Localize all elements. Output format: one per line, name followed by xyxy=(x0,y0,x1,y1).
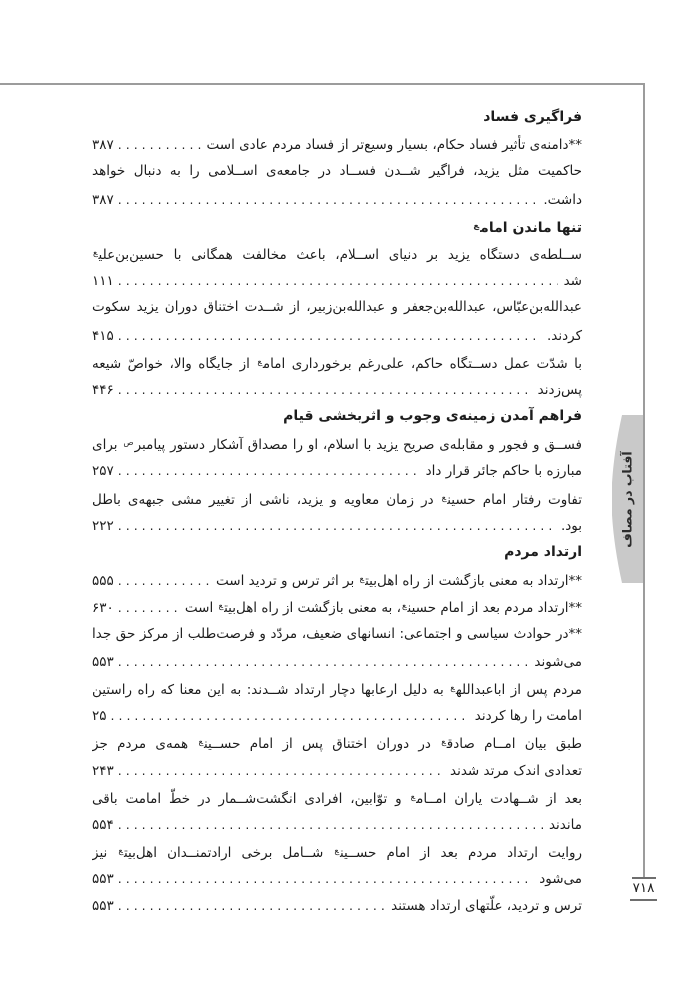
entry-text: شد xyxy=(563,273,582,290)
toc xyxy=(92,104,582,920)
honorific-symbol: ع xyxy=(334,846,339,857)
dot-leader xyxy=(118,186,538,214)
entry-text: **ارتداد مردم بعد از امام حسین$^ع$، به معنی بازگشت از راه اهل‌بیت$^ع$ است xyxy=(184,600,582,617)
toc-section-heading: ارتداد مردم xyxy=(504,544,582,560)
entry-text: امامت را رها کردند xyxy=(474,708,582,725)
toc-entry-line xyxy=(92,512,582,539)
entry-text: داشت. xyxy=(543,191,582,208)
book-title-tab xyxy=(612,415,643,583)
dot-leader xyxy=(111,702,469,730)
entry-text: می‌شود xyxy=(539,871,582,888)
toc-entry-line xyxy=(92,566,582,593)
entry-page-number: ۲۲۲ xyxy=(92,517,114,534)
toc-section-heading: فراهم آمدن زمینه‌ی وجوب و اثربخشی قیام xyxy=(283,408,582,425)
toc-entry-line xyxy=(92,457,582,484)
honorific-symbol: ع xyxy=(410,791,416,802)
folio xyxy=(625,877,662,901)
entry-page-number: ۳۸۷ xyxy=(92,137,114,154)
entry-text: می‌شوند xyxy=(534,653,582,670)
toc-entry-line: فســق و فجور و مقابله‌ی صریح یزید با اسلام، او را مصداق آشکار دستور پیامبر$^ص$ برای xyxy=(92,437,582,454)
dot-leader xyxy=(118,267,558,295)
book-title-tab-label: آفتاب در مصاف xyxy=(620,450,636,548)
entry-page-number: ۴۱۵ xyxy=(92,327,114,344)
toc-entry-line xyxy=(92,593,582,620)
toc-entry-line: ســلطه‌ی دستگاه یزید بر دنیای اســلام، باعث مخالفت همگانی با حسین‌بن‌علی$^ع$ xyxy=(93,246,582,263)
entry-page-number: ۶۳۰ xyxy=(92,600,114,617)
entry-page-number: ۲۵ xyxy=(92,708,107,725)
honorific-symbol: ع xyxy=(198,737,203,748)
honorific-symbol: ع xyxy=(441,492,447,503)
toc-entry-line xyxy=(92,131,582,158)
toc-entry-line: حاکمیت مثل یزید، فراگیر شــدن فســاد در جامعه‌ی اســلامی را به دنبال خواهد xyxy=(92,163,582,180)
entry-page-number: ۵۵۴ xyxy=(92,816,114,833)
toc-entry-line xyxy=(92,892,582,919)
toc-entry-line xyxy=(92,267,582,294)
entry-text: پس‌زدند xyxy=(537,381,582,398)
toc-entry-line xyxy=(92,376,582,403)
honorific-symbol: ع xyxy=(257,356,262,367)
top-rule xyxy=(0,83,645,85)
toc-entry-line: طبق بیان امــام صادق$^ع$ در دوران اختناق پس از امام حســین$^ع$ همه‌ی مردم جز xyxy=(92,736,582,753)
toc-entry-line xyxy=(92,322,582,349)
dot-leader xyxy=(118,512,555,540)
dot-leader xyxy=(118,322,541,350)
toc-entry-line: بعد از شــهادت یاران امــام$^ع$ و توّابین، افرادی انگشت‌شــمار در خطّ امامت باقی xyxy=(92,790,582,807)
entry-text: **دامنه‌ی تأثیر فساد حکام، بسیار وسیع‌تر از فساد مردم عادی است xyxy=(206,137,582,154)
dot-leader xyxy=(118,567,210,595)
entry-text: **ارتداد به معنی بازگشت از راه اهل‌بیت$^ع$ بر اثر ترس و تردید است xyxy=(216,573,582,590)
dot-leader xyxy=(118,648,529,676)
toc-entry-line: تفاوت رفتار امام حسین$^ع$ در زمان معاویه و یزید، ناشی از تغییر مشی جبهه‌ی باطل xyxy=(92,491,582,508)
honorific-symbol: ع xyxy=(441,737,446,748)
entry-page-number: ۲۵۷ xyxy=(92,463,114,480)
dot-leader xyxy=(118,892,385,920)
entry-page-number: ۴۴۶ xyxy=(92,381,114,398)
entry-text: مبارزه با حاکم جائر قرار داد xyxy=(425,463,582,480)
toc-entry-line xyxy=(92,702,582,729)
toc-section-heading: فراگیری فساد xyxy=(483,109,582,125)
folio-bottom-rule xyxy=(630,899,657,901)
dot-leader xyxy=(118,865,533,893)
entry-page-number: ۱۱۱ xyxy=(92,273,114,290)
book-title-tab-label-wrap xyxy=(612,415,643,583)
entry-text: تعدادی اندک مرتد شدند xyxy=(449,762,582,779)
toc-section-heading: تنها ماندن امام$^ع$ xyxy=(473,219,582,236)
entry-page-number: ۵۵۳ xyxy=(92,653,114,670)
dot-leader xyxy=(118,376,532,404)
page-number: ۷۱۸ xyxy=(632,880,655,896)
toc-entry-line: عبدالله‌بن‌عبّاس، عبدالله‌بن‌جعفر و عبدالله‌بن‌زبیر، از شــدت اختناق دوران یزید سکوت xyxy=(92,299,582,316)
dot-leader xyxy=(118,811,543,839)
toc-entry-line xyxy=(92,865,582,892)
toc-entry-line xyxy=(92,648,582,675)
dot-leader xyxy=(118,131,201,159)
honorific-symbol: ع xyxy=(473,220,480,231)
honorific-symbol: ع xyxy=(118,846,123,857)
honorific-symbol: ع xyxy=(218,601,224,612)
dot-leader xyxy=(118,594,179,622)
honorific-symbol: ع xyxy=(450,682,455,693)
toc-entry-line: با شدّت عمل دســتگاه حاکم، علی‌رغم برخورداری امام$^ع$ از جایگاه والا، خواصّ شیعه xyxy=(92,355,582,372)
toc-entry-line xyxy=(92,811,582,838)
toc-entry-line xyxy=(92,186,582,213)
honorific-symbol: ع xyxy=(359,574,365,585)
honorific-symbol: ع xyxy=(401,601,407,612)
dot-leader xyxy=(118,757,444,785)
honorific-symbol: ص xyxy=(123,438,134,449)
entry-text: ترس و تردید، علّتهای ارتداد هستند xyxy=(391,898,582,915)
toc-entry-line: روایت ارتداد مردم بعد از امام حســین$^ع$ شــامل برخی ارادتمنــدان اهل‌بیت$^ع$ نیز xyxy=(92,845,582,862)
entry-page-number: ۵۵۳ xyxy=(92,898,114,915)
entry-page-number: ۵۵۵ xyxy=(92,573,114,590)
entry-text: ماندند xyxy=(548,816,582,833)
entry-page-number: ۵۵۳ xyxy=(92,871,114,888)
toc-entry-line: مردم پس از اباعبدالله$^ع$ به دلیل ارعابها دچار ارتداد شــدند: به این معنا که راه راستین xyxy=(92,681,582,698)
entry-page-number: ۳۸۷ xyxy=(92,191,114,208)
toc-entry-line: **در حوادث سیاسی و اجتماعی: انسانهای ضعیف، مردّد و فرصت‌طلب از مرکز حق جدا xyxy=(92,625,582,642)
toc-entry-line xyxy=(92,757,582,784)
entry-text: کردند. xyxy=(546,327,582,344)
side-rule xyxy=(643,83,645,879)
entry-text: بود. xyxy=(560,517,582,534)
honorific-symbol: ع xyxy=(93,247,98,258)
dot-leader xyxy=(118,457,420,485)
entry-page-number: ۲۴۳ xyxy=(92,762,114,779)
